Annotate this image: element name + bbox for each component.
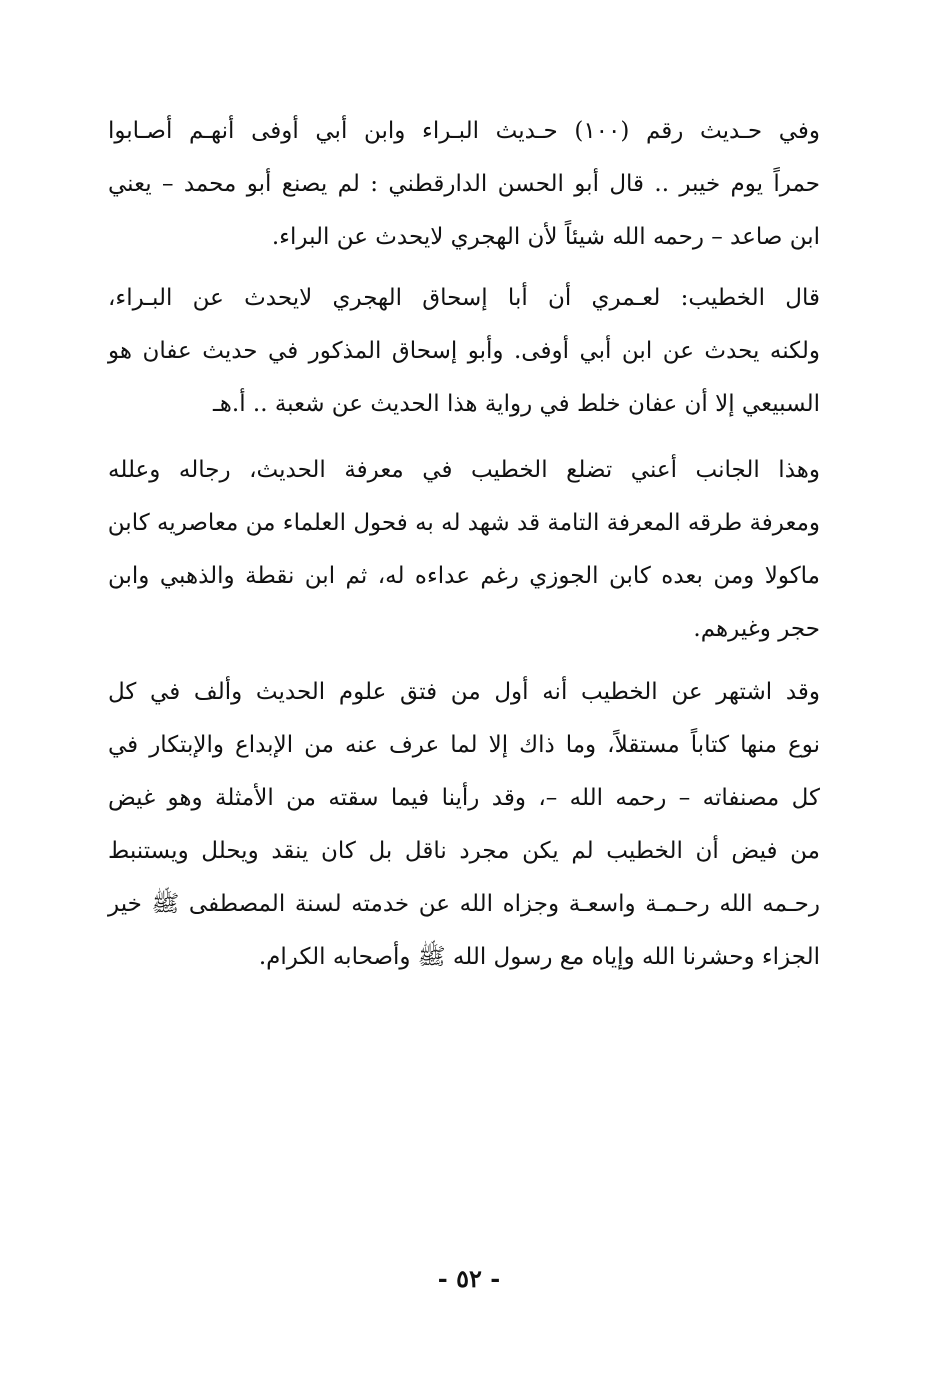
- text-line: وقد اشتهر عن الخطيب أنه أول من فتق علوم الحديث وألف في كل: [108, 679, 820, 705]
- text-line: من فيض أن الخطيب لم يكن مجرد ناقل بل كان ينقد ويحلل ويستنبط: [108, 838, 820, 864]
- paragraph-1: [108, 105, 820, 264]
- text-line: رحـمه الله رحـمـة واسعـة وجزاه الله عن خدمته لسنة المصطفى ﷺ خير: [108, 891, 820, 917]
- text-line: ولكنه يحدث عن ابن أبي أوفى. وأبو إسحاق المذكور في حديث عفان هو: [108, 338, 820, 364]
- text-line: نوع منها كتاباً مستقلاً، وما ذاك إلا لما عرف عنه من الإبداع والإبتكار في: [108, 732, 820, 758]
- paragraph-2: [108, 272, 820, 431]
- text-line: السبيعي إلا أن عفان خلط في رواية هذا الحديث عن شعبة .. أ.هـ: [213, 391, 820, 417]
- text-line: كل مصنفاته – رحمه الله –، وقد رأينا فيما سقته من الأمثلة وهو غيض: [108, 785, 820, 811]
- text-line: حجر وغيرهم.: [693, 616, 820, 642]
- text-line: ابن صاعد – رحمه الله شيئاً لأن الهجري لايحدث عن البراء.: [271, 224, 820, 250]
- paragraph-3: [108, 444, 820, 656]
- text-line: الجزاء وحشرنا الله وإياه مع رسول الله ﷺ وأصحابه الكرام.: [258, 944, 820, 970]
- page-number: - ٥٢ -: [437, 1264, 501, 1293]
- text-line: قال الخطيب: لعـمري أن أبا إسحاق الهجري لايحدث عن البـراء،: [108, 285, 820, 311]
- text-line: وفي حـديث رقم (١٠٠) حـديث البـراء وابن أبي أوفى أنهـم أصـابوا: [108, 118, 820, 144]
- text-line: ماكولا ومن بعده كابن الجوزي رغم عداءه له، ثم ابن نقطة والذهبي وابن: [108, 563, 820, 589]
- text-line: وهذا الجانب أعني تضلع الخطيب في معرفة الحديث، رجاله وعلله: [108, 457, 820, 483]
- text-line: حمراً يوم خيبر .. قال أبو الحسن الدارقطني : لم يصنع أبو محمد – يعني: [108, 171, 820, 197]
- paragraph-4: [108, 666, 820, 984]
- text-line: ومعرفة طرقه المعرفة التامة قد شهد له به فحول العلماء من معاصريه كابن: [107, 510, 820, 536]
